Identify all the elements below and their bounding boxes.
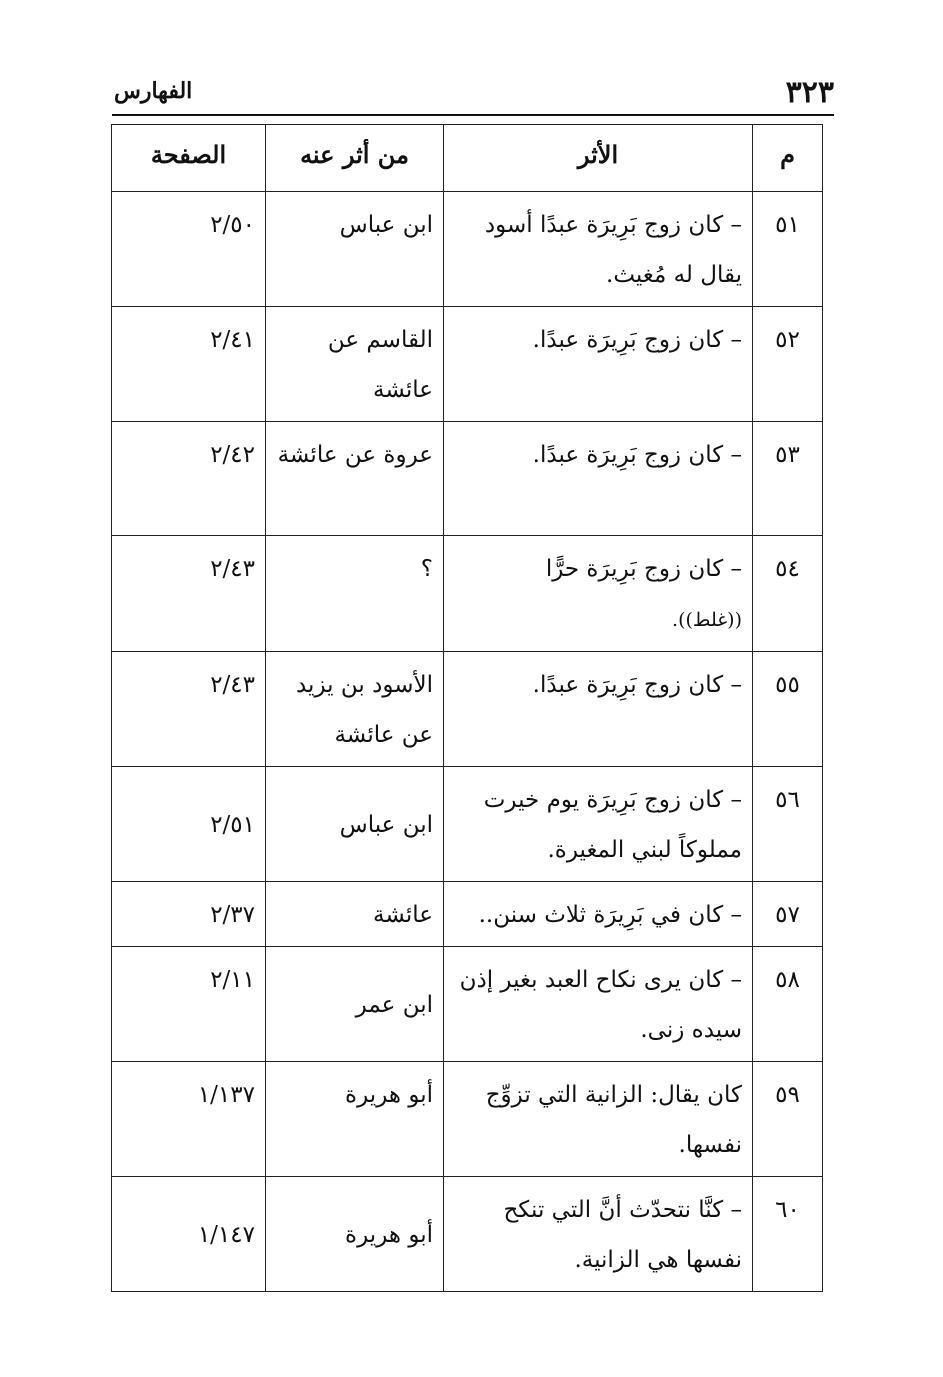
column-header-page: الصفحة (112, 125, 266, 192)
table-row (112, 947, 823, 1062)
row-source-cell (266, 767, 444, 882)
row-page: ٢/٤٣ (112, 652, 266, 767)
row-text: – كان يرى نكاح العبد بغير إذن سيده زنى. (444, 947, 753, 1062)
table-row (112, 1177, 823, 1292)
row-page-cell (112, 767, 266, 882)
row-text: – كنَّا نتحدّث أنَّ التي تنكح نفسها هي الزانية. (444, 1177, 753, 1292)
row-source: أبو هريرة (266, 1062, 444, 1177)
table-row (112, 536, 823, 652)
row-num: ٦٠ (753, 1177, 823, 1292)
row-page: ٢/٤١ (112, 307, 266, 422)
row-source: أبو هريرة (345, 1222, 433, 1248)
row-num: ٥١ (753, 192, 823, 307)
table-row (112, 422, 823, 536)
column-header-text: الأثر (444, 125, 753, 192)
row-page: ٢/٥١ (210, 812, 255, 838)
section-title: الفهارس (114, 78, 193, 104)
row-page: ٢/٣٧ (112, 882, 266, 947)
column-header-source: من أثر عنه (266, 125, 444, 192)
row-text: – كان زوج بَرِيرَة عبدًا أسود يقال له مُغيث. (444, 192, 753, 307)
table-header-row (112, 125, 823, 192)
row-source: عائشة (266, 882, 444, 947)
column-header-num: م (753, 125, 823, 192)
row-num: ٥٥ (753, 652, 823, 767)
table-row (112, 192, 823, 307)
row-source: ابن عباس (339, 812, 433, 838)
row-text: – كان في بَرِيرَة ثلاث سنن.. (444, 882, 753, 947)
row-text: – كان زوج بَرِيرَة عبدًا. (444, 422, 753, 536)
row-text: – كان زوج بَرِيرَة حرًّا (545, 556, 742, 582)
row-num: ٥٣ (753, 422, 823, 536)
row-page: ٢/١١ (112, 947, 266, 1062)
row-source-cell (266, 947, 444, 1062)
row-page: ١/١٤٧ (197, 1222, 255, 1248)
row-page: ١/١٣٧ (112, 1062, 266, 1177)
row-source: ابن عباس (266, 192, 444, 307)
row-page: ٢/٤٣ (112, 536, 266, 652)
table-row (112, 882, 823, 947)
row-source: القاسم عن عائشة (266, 307, 444, 422)
row-source: الأسود بن يزيد عن عائشة (266, 652, 444, 767)
row-source: ؟ (266, 536, 444, 652)
row-source: ابن عمر (355, 992, 433, 1018)
row-page: ٢/٥٠ (112, 192, 266, 307)
page-number: ٣٢٣ (785, 75, 834, 110)
row-source: عروة عن عائشة (266, 422, 444, 536)
row-num: ٥٨ (753, 947, 823, 1062)
table-row (112, 307, 823, 422)
row-text: – كان زوج بَرِيرَة عبدًا. (444, 652, 753, 767)
row-page: ٢/٤٢ (112, 422, 266, 536)
table-row (112, 652, 823, 767)
page-header (112, 70, 834, 116)
row-num: ٥٤ (753, 536, 823, 652)
athar-index-table (111, 124, 823, 1292)
row-num: ٥٧ (753, 882, 823, 947)
row-num: ٥٦ (753, 767, 823, 882)
row-text-cell (444, 536, 753, 652)
row-source-cell (266, 1177, 444, 1292)
table-row (112, 767, 823, 882)
row-page-cell (112, 1177, 266, 1292)
row-text: – كان زوج بَرِيرَة يوم خيرت مملوكاً لبني المغيرة. (444, 767, 753, 882)
row-num: ٥٩ (753, 1062, 823, 1177)
row-note: ((غلط)). (672, 609, 742, 631)
table-row (112, 1062, 823, 1177)
row-text: كان يقال: الزانية التي تزوِّج نفسها. (444, 1062, 753, 1177)
row-text: – كان زوج بَرِيرَة عبدًا. (444, 307, 753, 422)
row-num: ٥٢ (753, 307, 823, 422)
